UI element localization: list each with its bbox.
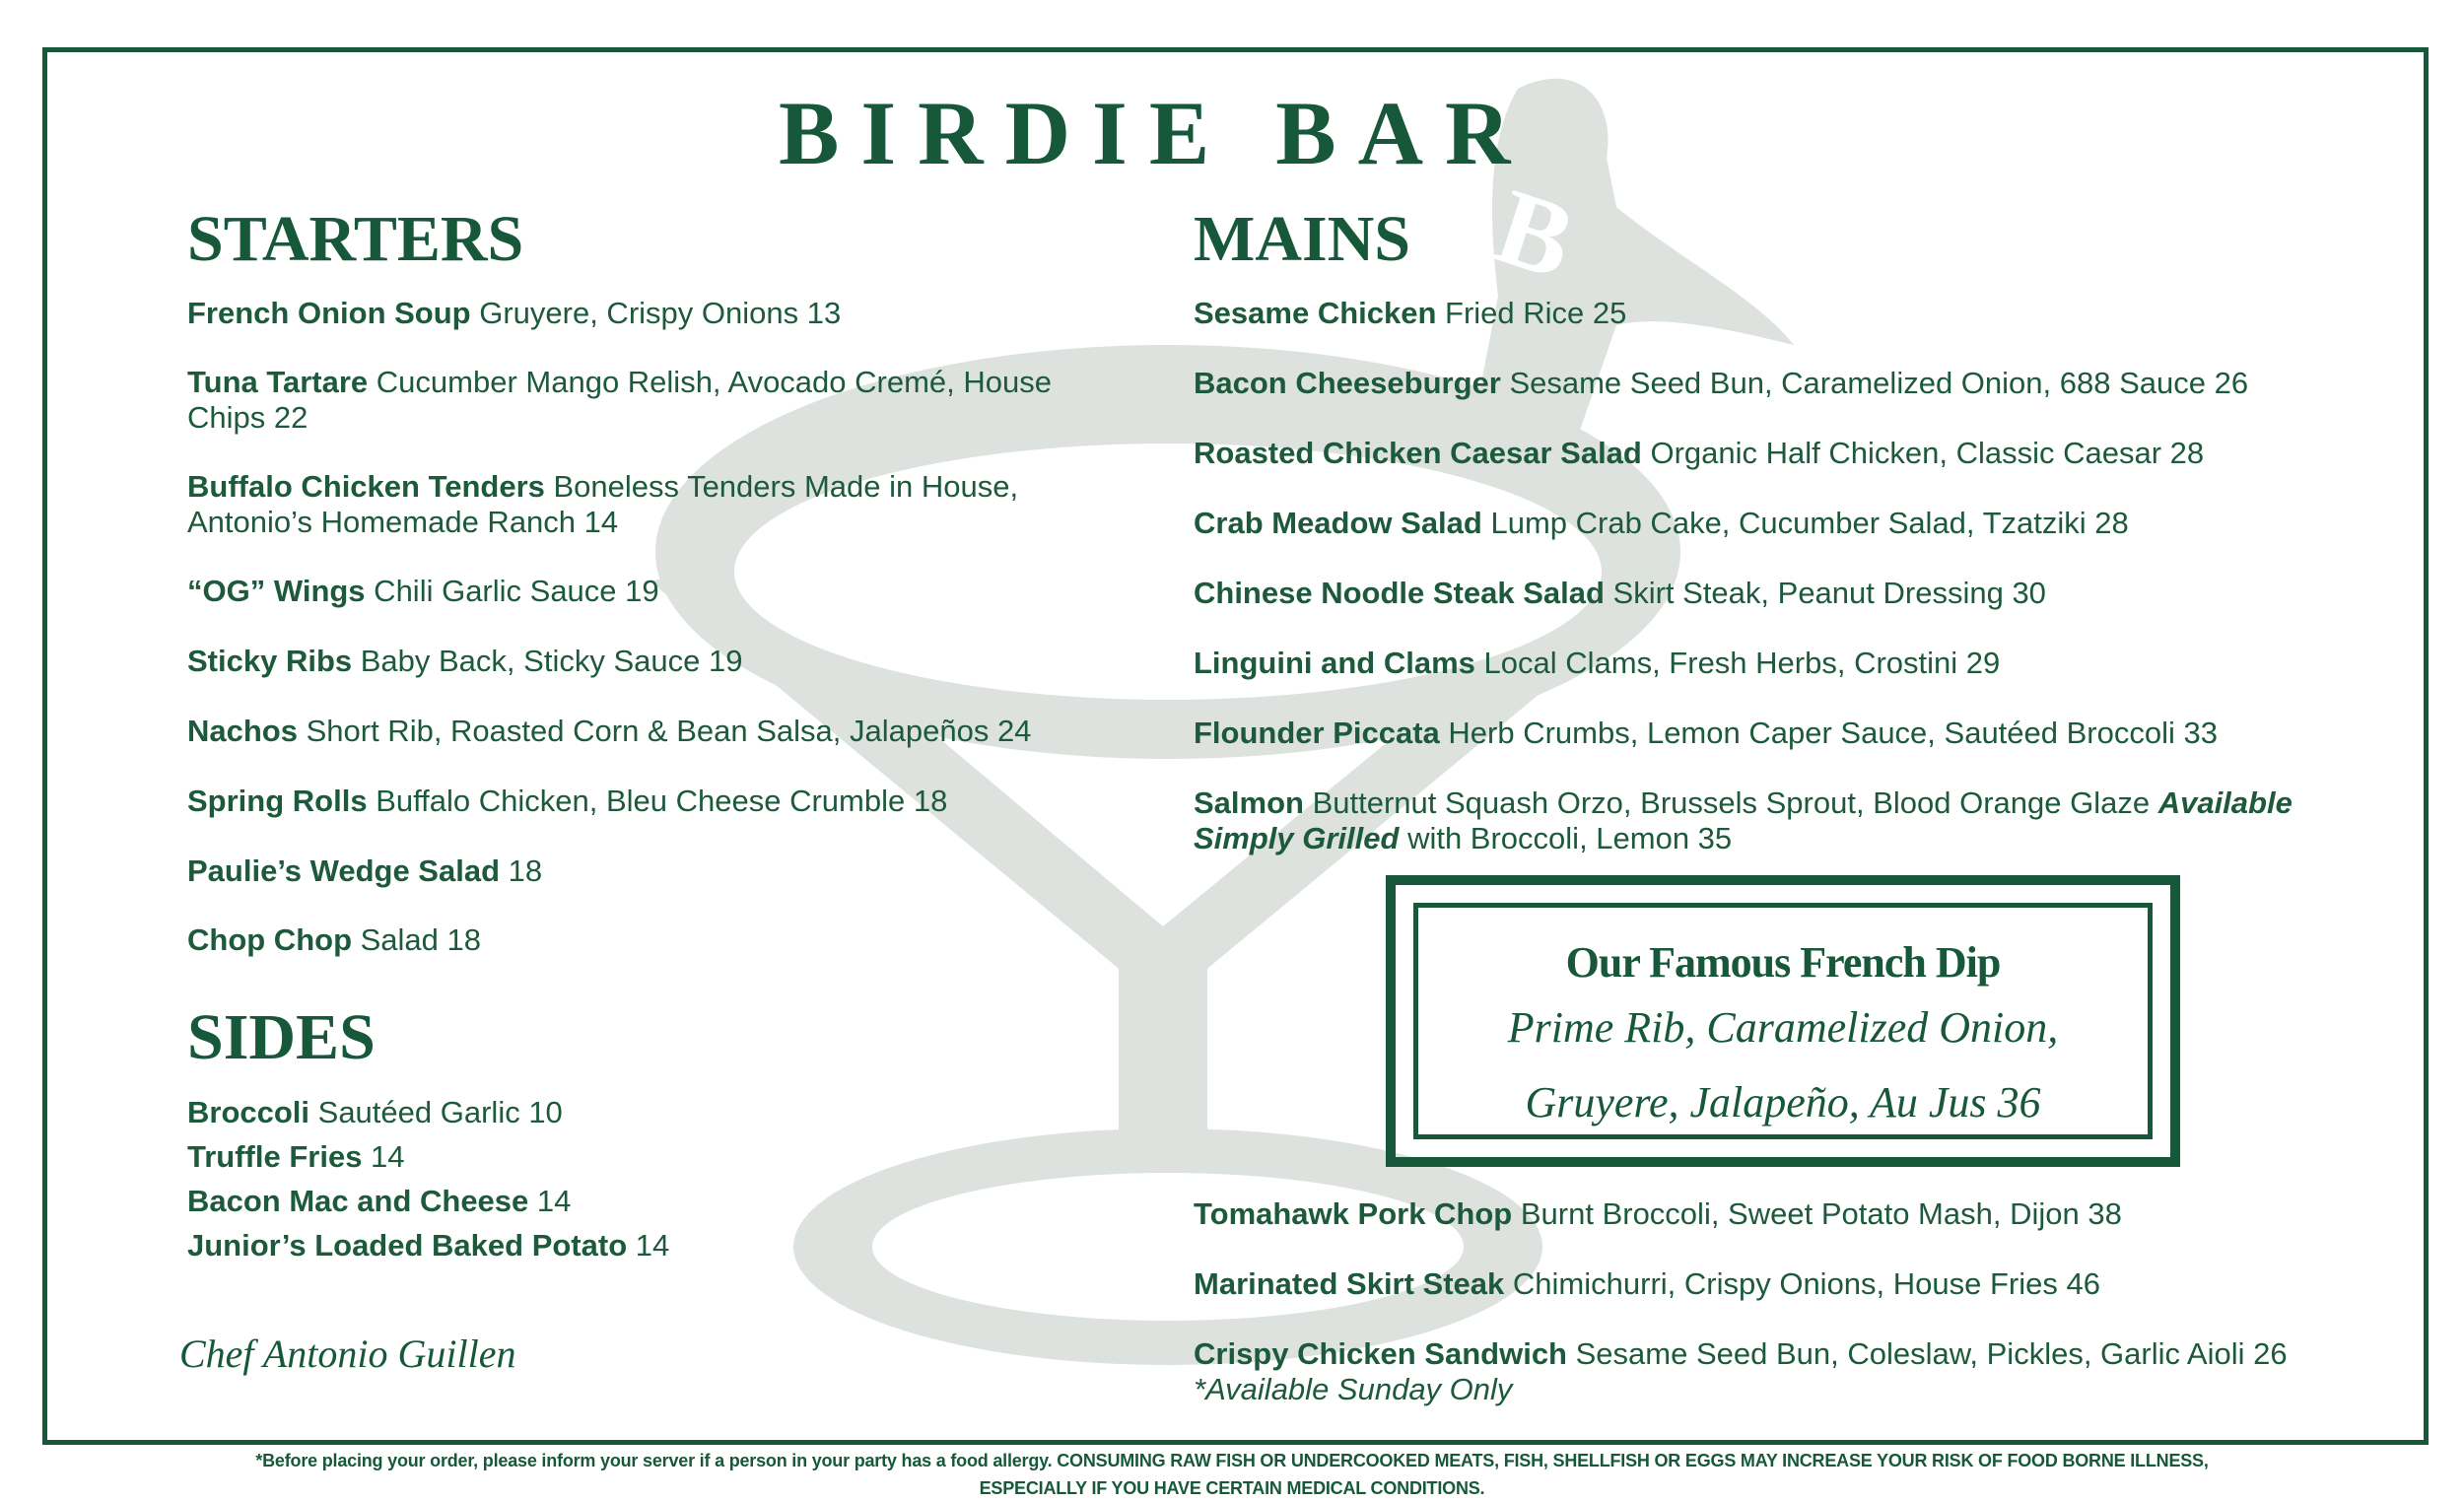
disclaimer-line-1: *Before placing your order, please inform your server if a person in your party has a food allergy. CONSUMING RAW FISH OR UNDERCOOKED MEATS, FISH, SHELLFISH OR EGGS MAY INCREASE YOUR RISK OF FOOD BORNE ILLNESS,	[255, 1451, 2209, 1470]
menu-item	[187, 365, 1133, 436]
menu-item	[1194, 296, 2376, 331]
menu-item	[187, 714, 1133, 749]
item-availability-note: *Available Sunday Only	[1194, 1372, 1513, 1406]
item-description: Skirt Steak, Peanut Dressing 30	[1604, 576, 2046, 610]
restaurant-title: BIRDIE BAR	[779, 83, 1533, 183]
item-description: Baby Back, Sticky Sauce 19	[352, 644, 743, 678]
menu-item	[1194, 646, 2376, 681]
menu-item	[187, 296, 1133, 331]
item-note: Available Simply Grilled	[1194, 785, 2293, 855]
item-description-2: with Broccoli, Lemon 35	[1399, 821, 1733, 855]
menu-item	[1194, 716, 2376, 751]
menu-item	[1194, 506, 2376, 541]
menu-item	[187, 922, 1133, 958]
sides-heading: SIDES	[187, 1001, 376, 1073]
item-description: Fried Rice 25	[1436, 296, 1627, 330]
item-description: Boneless Tenders Made in House, Antonio’s Homemade Ranch 14	[187, 469, 1019, 539]
item-name: Truffle Fries	[187, 1139, 363, 1174]
item-description: Butternut Squash Orzo, Brussels Sprout, Blood Orange Glaze	[1303, 785, 2158, 820]
svg-text:B: B	[1481, 165, 1589, 303]
disclaimer-line-2: ESPECIALLY IF YOU HAVE CERTAIN MEDICAL CONDITIONS.	[979, 1478, 1485, 1498]
item-name: Chop Chop	[187, 922, 353, 957]
allergy-disclaimer	[0, 1447, 2464, 1502]
menu-item	[187, 1228, 1133, 1263]
item-name: Bacon Mac and Cheese	[187, 1184, 529, 1218]
item-description: Burnt Broccoli, Sweet Potato Mash, Dijon 38	[1512, 1196, 2122, 1231]
item-description: Lump Crab Cake, Cucumber Salad, Tzatziki 28	[1481, 506, 2129, 540]
item-name: Bacon Cheeseburger	[1194, 366, 1501, 400]
item-description: Local Clams, Fresh Herbs, Crostini 29	[1474, 646, 2001, 680]
item-name: Chinese Noodle Steak Salad	[1194, 576, 1605, 610]
item-description: Sautéed Garlic 10	[309, 1095, 563, 1129]
feature-line-2: Gruyere, Jalapeño, Au Jus 36	[1525, 1078, 2041, 1126]
mains-heading: MAINS	[1194, 203, 1411, 275]
item-name: Tomahawk Pork Chop	[1194, 1196, 1513, 1231]
item-description: Cucumber Mango Relish, Avocado Cremé, House Chips 22	[187, 365, 1052, 435]
starters-heading: STARTERS	[187, 203, 524, 275]
item-name: Nachos	[187, 714, 298, 748]
item-name: Junior’s Loaded Baked Potato	[187, 1228, 628, 1263]
item-name: Sesame Chicken	[1194, 296, 1437, 330]
item-description: 14	[362, 1139, 405, 1174]
item-description: Herb Crumbs, Lemon Caper Sauce, Sautéed Broccoli 33	[1439, 716, 2218, 750]
menu-item	[1194, 1266, 2376, 1302]
item-description: 14	[528, 1184, 572, 1218]
menu-item	[187, 784, 1133, 819]
item-description: Buffalo Chicken, Bleu Cheese Crumble 18	[367, 784, 948, 818]
item-description: Chili Garlic Sauce 19	[365, 574, 659, 608]
item-description: Sesame Seed Bun, Caramelized Onion, 688 Sauce 26	[1500, 366, 2249, 400]
item-name: Roasted Chicken Caesar Salad	[1194, 436, 1642, 470]
chef-signature: Chef Antonio Guillen	[179, 1331, 516, 1376]
menu-item	[187, 1184, 1133, 1219]
item-description: Salad 18	[352, 922, 482, 957]
feature-title: Our Famous French Dip	[1565, 938, 2001, 987]
item-description: Organic Half Chicken, Classic Caesar 28	[1641, 436, 2205, 470]
menu-item	[1194, 785, 2376, 856]
item-name: Crab Meadow Salad	[1194, 506, 1482, 540]
item-name: Flounder Piccata	[1194, 716, 1440, 750]
item-description: Short Rib, Roasted Corn & Bean Salsa, Jalapeños 24	[297, 714, 1032, 748]
item-description: 18	[500, 853, 543, 888]
item-name: Buffalo Chicken Tenders	[187, 469, 545, 504]
item-description: Gruyere, Crispy Onions 13	[470, 296, 842, 330]
item-name: Marinated Skirt Steak	[1194, 1266, 1505, 1301]
menu-item	[187, 644, 1133, 679]
menu-item	[187, 1095, 1133, 1130]
menu-item	[187, 574, 1133, 609]
item-name: Spring Rolls	[187, 784, 368, 818]
item-name: Linguini and Clams	[1194, 646, 1475, 680]
item-name: “OG” Wings	[187, 574, 366, 608]
menu-item	[187, 1139, 1133, 1175]
item-name: Crispy Chicken Sandwich	[1194, 1336, 1567, 1371]
item-name: Paulie’s Wedge Salad	[187, 853, 501, 888]
feature-line-1: Prime Rib, Caramelized Onion,	[1507, 1003, 2059, 1052]
item-name: Tuna Tartare	[187, 365, 369, 399]
menu-item	[187, 853, 1133, 889]
menu-item	[1194, 1196, 2376, 1232]
menu-item	[187, 469, 1133, 540]
item-name: Broccoli	[187, 1095, 310, 1129]
menu-item	[1194, 1336, 2376, 1407]
featured-french-dip-box	[1386, 875, 2180, 1167]
item-description: 14	[627, 1228, 670, 1263]
item-name: Salmon	[1194, 785, 1304, 820]
menu-item	[1194, 366, 2376, 401]
item-name: Sticky Ribs	[187, 644, 353, 678]
menu-item	[1194, 436, 2376, 471]
item-description: Chimichurri, Crispy Onions, House Fries 46	[1504, 1266, 2100, 1301]
item-name: French Onion Soup	[187, 296, 471, 330]
menu-item	[1194, 576, 2376, 611]
item-description: Sesame Seed Bun, Coleslaw, Pickles, Garlic Aioli 26	[1567, 1336, 2288, 1371]
